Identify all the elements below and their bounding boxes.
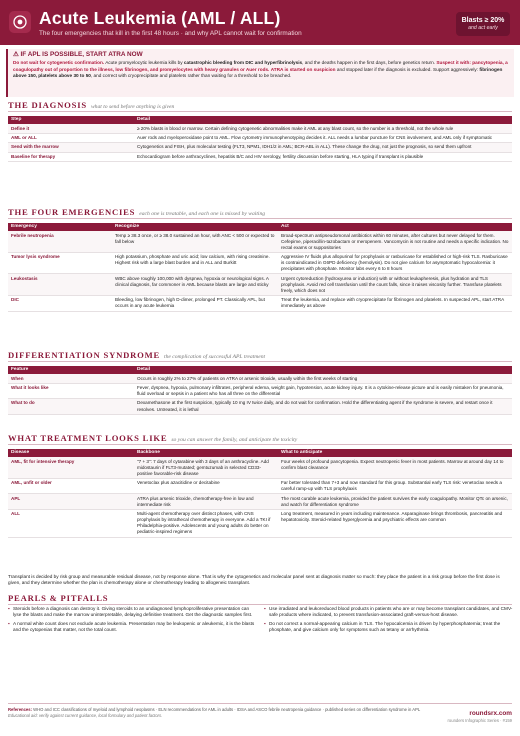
column-header: Act xyxy=(278,223,512,231)
educational-disclaimer: Educational aid: verify against current guidance, local formulary and patient factors. xyxy=(8,712,163,718)
row-detail: Dexamethasone at the first suspicion, typically 10 mg IV twice daily, and do not wait for confirmation. Hold the differentiating agent if the syndrome is severe, and restart once it resolves. Untreated, it is lethal xyxy=(134,399,512,415)
header-banner xyxy=(0,0,520,45)
alert-text: Acute promyelocytic leukemia kills by xyxy=(104,60,184,66)
row-anticipate: The most curable acute leukemia, provided the patient survives the early coagulopathy. Monitor QTc on arsenic, and watch for differentiation syndrome xyxy=(278,494,512,510)
badge-sub: and act early xyxy=(468,25,498,32)
section-subtitle: the complication of successful APL treatment xyxy=(164,354,266,360)
column-header: Detail xyxy=(134,366,512,374)
row-anticipate: Four weeks of profound pancytopenia. Expect neutropenic fever in most patients. Marrow at around day 14 to confirm blast clearance xyxy=(278,457,512,478)
table-row xyxy=(8,509,512,537)
section-differentiation-heading xyxy=(8,350,265,361)
row-backbone: Venetoclax plus azacitidine or decitabine xyxy=(134,478,278,494)
table-header-row xyxy=(8,223,512,231)
row-detail: Auer rods and myeloperoxidase point to AML. Flow cytometry immunophenotyping decides it. ALL needs a lumbar puncture for CNS involvement, and AML only if symptomatic xyxy=(134,133,512,142)
logo xyxy=(9,11,31,33)
section-title: WHAT TREATMENT LOOKS LIKE xyxy=(8,433,168,443)
table-row xyxy=(8,143,512,152)
row-anticipate: Far better tolerated than 7+3 and now standard for this group. Substantial early TLS risk: venetoclax needs a careful ramp-up with TLS prophylaxis xyxy=(278,478,512,494)
pitfalls-right-column xyxy=(264,606,514,635)
list-item: ▪ Steroids before a diagnosis can destroy it. Giving steroids to an undiagnosed lymphoproliferative presentation can lyse the blasts and make the marrow uninterpretable, delaying definitive treatment. Get the diagnostic samples first. xyxy=(8,606,258,619)
row-act: Aggressive IV fluids plus allopurinol for prophylaxis or rasburicase for established or high-risk TLS. Rasburicase is contraindicated in G6PD deficiency (hemolysis). Do not give calcium for asymptomatic hypocalcemia: it precipitates with phosphate. Monitor labs every 6 to 8 hours xyxy=(278,252,512,274)
column-header: What to anticipate xyxy=(278,449,512,457)
references-label: References: xyxy=(8,707,32,712)
pitfalls-left-column xyxy=(8,606,258,635)
list-item: ▪ Do not correct a normal-appearing calcium in TLS. The hypocalcemia is driven by hyperphosphatemia; treat the phosphate, and give calcium only for symptoms such as tetany or arrhythmia. xyxy=(264,621,514,634)
column-header: Detail xyxy=(134,116,512,124)
section-title: THE FOUR EMERGENCIES xyxy=(8,207,136,217)
table-row xyxy=(8,231,512,252)
alert-text: catastrophic bleeding from DIC and hyperfibrinolysis xyxy=(183,60,303,66)
row-label: Baseline for therapy xyxy=(8,152,134,161)
section-subtitle: so you can answer the family, and anticipate the toxicity xyxy=(171,437,298,443)
badge-main: Blasts ≥ 20% xyxy=(461,17,505,24)
emergencies-table xyxy=(8,223,512,312)
row-recognize: High potassium, phosphate and uric acid; low calcium, with rising creatinine. Highest risk with a large blast burden and in ALL and Burkitt xyxy=(112,252,278,274)
row-label: What it looks like xyxy=(8,383,134,399)
apl-alert-box xyxy=(6,49,514,97)
column-header: Emergency xyxy=(8,223,112,231)
table-row xyxy=(8,478,512,494)
alert-text: and stopped later if the diagnosis is excluded. Support aggressively: xyxy=(335,66,480,72)
divider xyxy=(8,111,512,112)
section-title: PEARLS & PITFALLS xyxy=(8,593,109,603)
table-row xyxy=(8,374,512,383)
row-label: DIC xyxy=(8,296,112,312)
divider xyxy=(8,604,512,605)
row-label: AML or ALL xyxy=(8,133,134,142)
table-header-row xyxy=(8,449,512,457)
page-title: Acute Leukemia (AML / ALL) xyxy=(39,8,281,28)
table-header-row xyxy=(8,116,512,124)
row-label: What to do xyxy=(8,399,134,415)
row-label: Send with the marrow xyxy=(8,143,134,152)
table-row xyxy=(8,296,512,312)
diagnosis-table xyxy=(8,116,512,162)
row-label: Tumor lysis syndrome xyxy=(8,252,112,274)
row-act: Urgent cytoreduction (hydroxyurea or induction) with or without leukapheresis, plus hydration and TLS prophylaxis. Avoid red cell transfusion until the count falls, since it raises viscosity further. Transfuse platelets freely, which does not xyxy=(278,274,512,296)
series-label: rounders Infographic Series · #159 xyxy=(447,718,512,724)
brand-block xyxy=(448,710,512,724)
alert-body xyxy=(13,60,509,79)
section-subtitle: what to send before anything is given xyxy=(90,104,175,110)
section-subtitle: each one is treatable, and each one is missed by waiting xyxy=(139,211,266,217)
row-label: Febrile neutropenia xyxy=(8,231,112,252)
section-emergencies-heading xyxy=(8,207,265,218)
row-anticipate: Long treatment, measured in years including maintenance. Asparaginase brings thrombosis, pancreatitis and hepatotoxicity. Steroid-related hyperglycemia and psychiatric effects are common xyxy=(278,509,512,537)
alert-text: Do not wait for cytogenetic confirmation. xyxy=(13,60,105,66)
row-label: AML, fit for intensive therapy xyxy=(8,457,134,478)
row-act: Broad-spectrum antipseudomonal antibiotics within 60 minutes, after cultures but never delayed for them. Cefepime, piperacillin-tazobactam or meropenem. Vancomycin is not routine and needs a specific indication. No rectal exams or suppositories xyxy=(278,231,512,252)
list-item: ▪ A normal white count does not exclude acute leukemia. Presentation may be leukopenic or aleukemic, it is the blasts and the cytopenias that matter, not the total count. xyxy=(8,621,258,634)
section-title: DIFFERENTIATION SYNDROME xyxy=(8,350,161,360)
row-label: Define it xyxy=(8,124,134,133)
row-backbone: ATRA plus arsenic trioxide, chemotherapy-free in low and intermediate risk xyxy=(134,494,278,510)
footer xyxy=(8,703,512,724)
column-header: Recognize xyxy=(112,223,278,231)
section-treatment-heading xyxy=(8,433,297,444)
row-detail: Fever, dyspnea, hypoxia, pulmonary infiltrates, peripheral edema, weight gain, hypotension, acute kidney injury. It is a cytokine-release picture and is easily mistaken for pneumonia, fluid overload or sepsis in a patient who has all three on the differential xyxy=(134,383,512,399)
row-label: AML, unfit or older xyxy=(8,478,134,494)
alert-text: ATRA is started on suspicion xyxy=(270,66,336,72)
table-row xyxy=(8,274,512,296)
row-detail: Cytogenetics and FISH, plus molecular testing (FLT3, NPM1, IDH1/2 in AML; BCR-ABL in ALL). These change the drug, not just the prognosis, so send them upfront xyxy=(134,143,512,152)
table-row xyxy=(8,399,512,415)
table-row xyxy=(8,152,512,161)
section-diagnosis-heading xyxy=(8,100,174,111)
page-subtitle: The four emergencies that kill in the first 48 hours · and why APL cannot wait for confirmation xyxy=(39,30,302,37)
section-title: THE DIAGNOSIS xyxy=(8,100,87,110)
row-label: Leukostasis xyxy=(8,274,112,296)
row-label: When xyxy=(8,374,134,383)
table-row xyxy=(8,252,512,274)
row-label: APL xyxy=(8,494,134,510)
references-text: WHO and ICC classifications of myeloid and lymphoid neoplasms · ELN recommendations for AML in adults · IDSA and ASCO febrile neutropenia guidance · published series on differentiation syndrome in APL xyxy=(31,707,421,712)
alert-text: , and the deaths happen in the first days, before genetics return. xyxy=(302,60,437,66)
treatment-table xyxy=(8,449,512,538)
column-header: Backbone xyxy=(134,449,278,457)
column-header: Disease xyxy=(8,449,134,457)
table-row xyxy=(8,133,512,142)
row-label: ALL xyxy=(8,509,134,537)
table-row xyxy=(8,383,512,399)
row-detail: ≥ 20% blasts in blood or marrow. Certain defining cytogenetic abnormalities make it AML at any blast count, so the number is a threshold, not the whole rule xyxy=(134,124,512,133)
blast-threshold-badge xyxy=(456,12,510,36)
row-recognize: Temp ≥ 38.3 once, or ≥ 38.0 sustained an hour, with ANC < 500 or expected to fall below xyxy=(112,231,278,252)
cell-icon xyxy=(13,15,27,29)
alert-text: fibrinogen above 150, platelets above 30 to 50 xyxy=(13,66,503,78)
row-detail: Echocardiogram before anthracyclines, hepatitis B/C and HIV serology, fertility discussion before starting, HLA typing if transplant is plausible xyxy=(134,152,512,161)
table-row xyxy=(8,124,512,133)
row-recognize: WBC above roughly 100,000 with dyspnea, hypoxia or neurological signs. A clinical diagnosis, far commoner in AML because blasts are large and sticky xyxy=(112,274,278,296)
divider xyxy=(8,361,512,362)
divider xyxy=(8,218,512,219)
row-act: Treat the leukemia, and replace with cryoprecipitate for fibrinogen and platelets. In suspected APL, start ATRA immediately as above xyxy=(278,296,512,312)
list-item: ▪ Use irradiated and leukoreduced blood products in patients who are or may become transplant candidates, and CMV-safe products where indicated, to prevent transfusion-associated graft-versus-host disease. xyxy=(264,606,514,619)
table-row xyxy=(8,494,512,510)
row-backbone: "7 + 3": 7 days of cytarabine with 3 days of an anthracycline. Add midostaurin if FLT3-mutated; gemtuzumab in selected CD33-positive favorable-risk disease xyxy=(134,457,278,478)
references xyxy=(8,707,428,713)
alert-text: Suspect it with: pancytopenia, a coagulopathy out of proportion to the illness, low fibrinogen, and promyelocytes with heavy granules or Auer rods. xyxy=(13,60,508,72)
brand-link[interactable]: roundsrx.com xyxy=(469,710,512,717)
column-header: Feature xyxy=(8,366,134,374)
transplant-note: Transplant is decided by risk group and measurable residual disease, not by response alone. That is why the cytogenetics and molecular panel sent at diagnosis matter so much: they place the patient in a risk group before the first dose is given, and they determine whether the plan is chemotherapy alone or chemotherapy leading to allogeneic transplant. xyxy=(8,574,500,586)
table-row xyxy=(8,457,512,478)
row-recognize: Bleeding, low fibrinogen, high D-dimer, prolonged PT. Classically APL, but occurs in any acute leukemia xyxy=(112,296,278,312)
row-detail: Occurs in roughly 2% to 27% of patients on ATRA or arsenic trioxide, usually within the first weeks of starting xyxy=(134,374,512,383)
row-backbone: Multi-agent chemotherapy over distinct phases, with CNS prophylaxis by intrathecal chemotherapy in everyone. Add a TKI if Philadelphia-positive. Adolescents and young adults do better on pediatric-inspired regimens xyxy=(134,509,278,537)
differentiation-table xyxy=(8,366,512,415)
column-header: Step xyxy=(8,116,134,124)
table-header-row xyxy=(8,366,512,374)
divider xyxy=(8,444,512,445)
section-pitfalls-heading xyxy=(8,593,108,604)
alert-heading: ⚠ IF APL IS POSSIBLE, START ATRA NOW xyxy=(13,51,143,58)
alert-text: , and correct with cryoprecipitate and platelets rather than waiting for a threshold to be breached. xyxy=(90,72,292,78)
